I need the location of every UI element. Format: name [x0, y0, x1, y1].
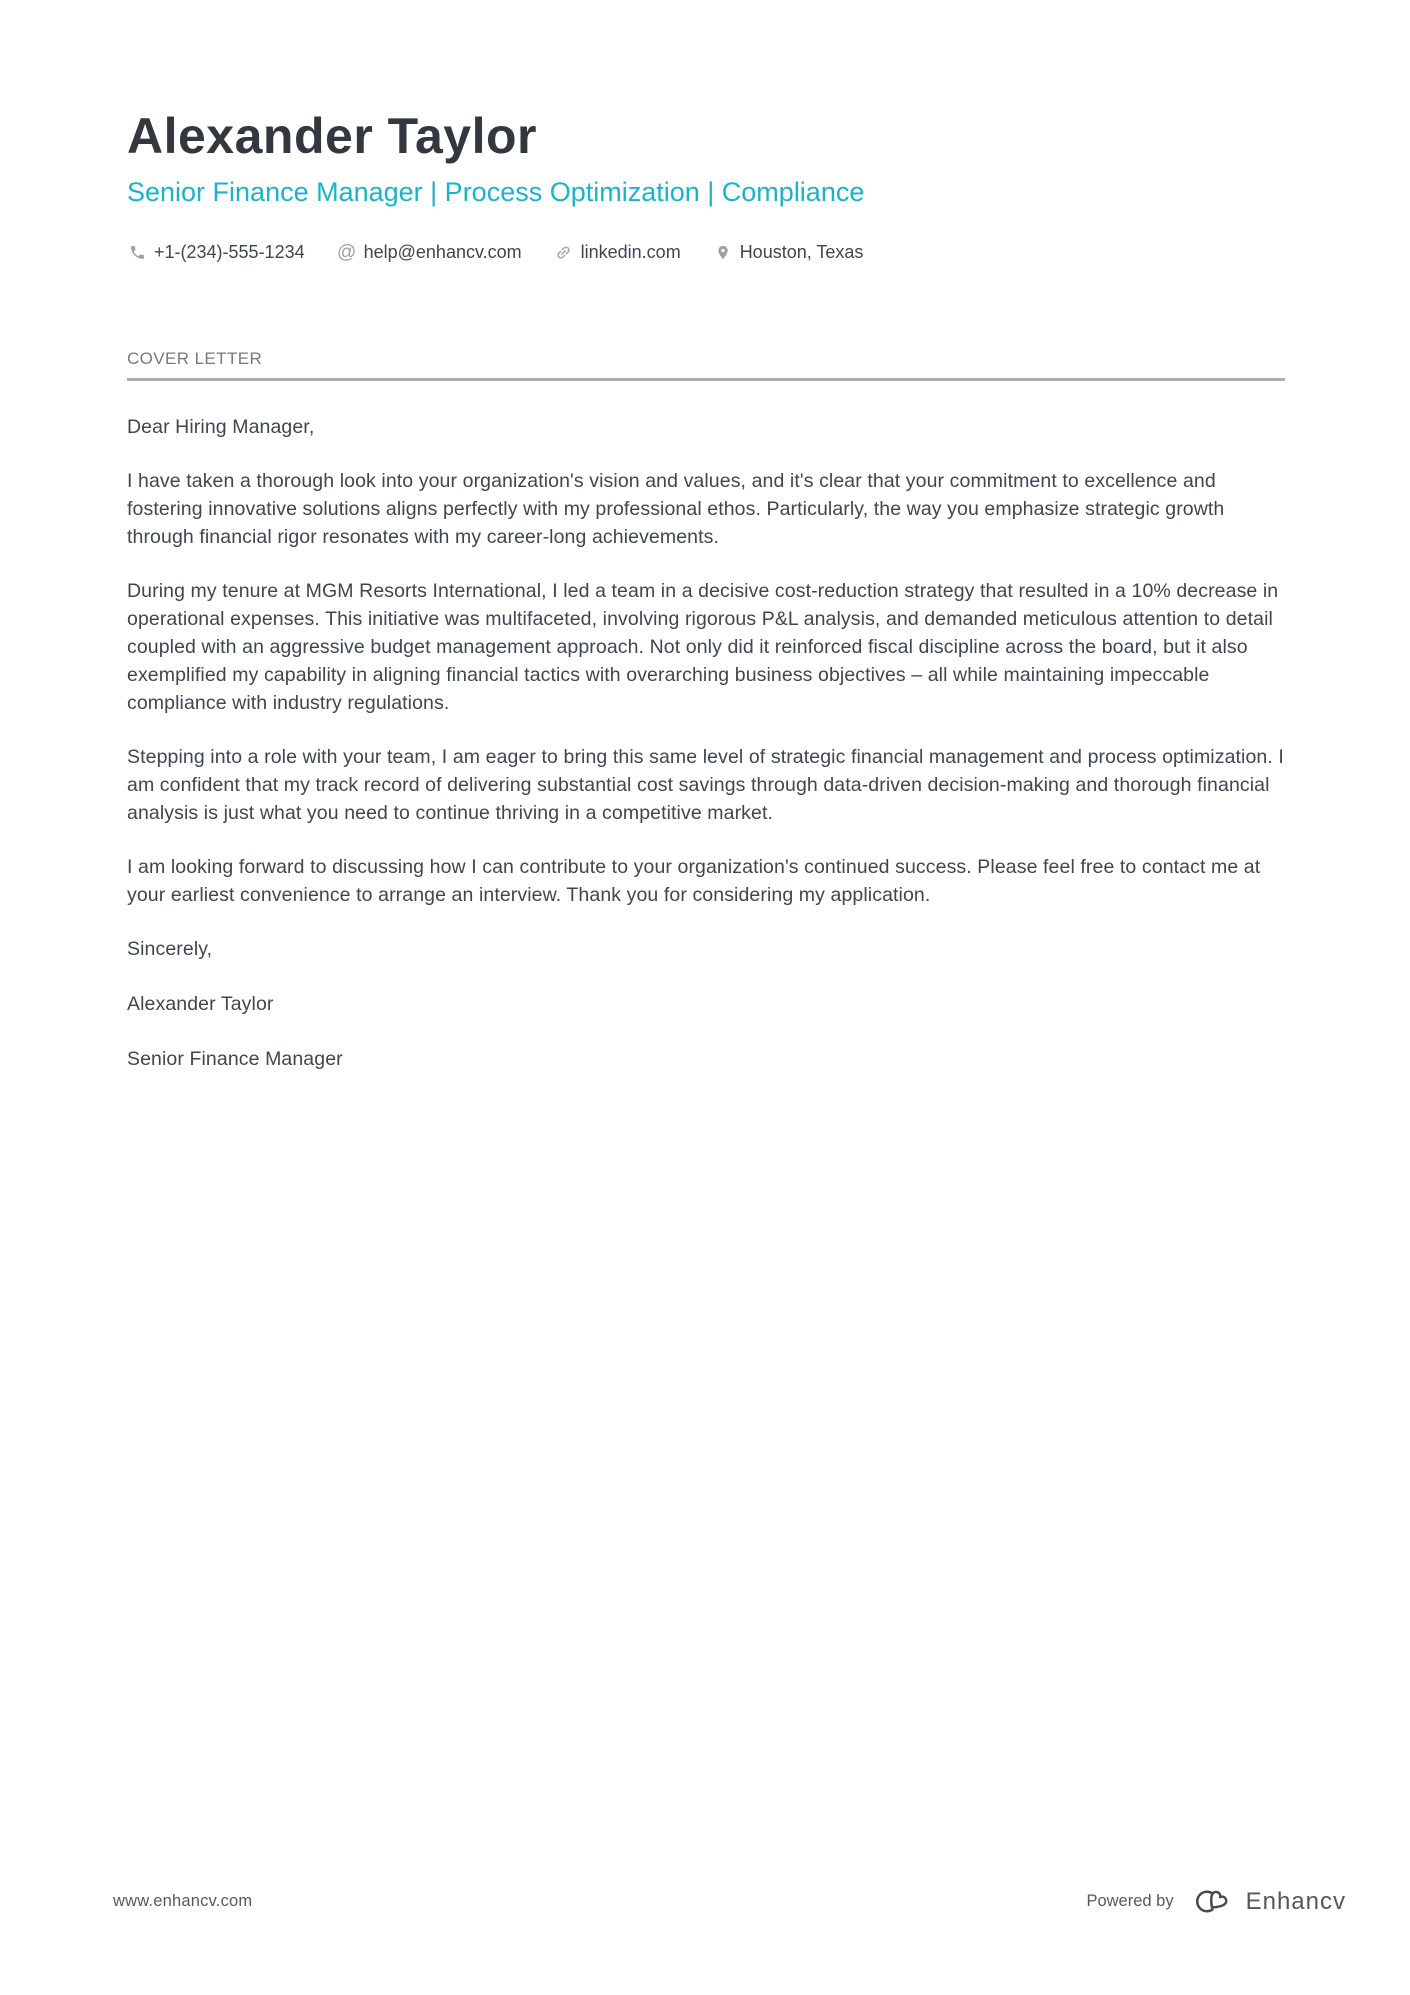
phone-icon	[127, 243, 147, 263]
candidate-headline: Senior Finance Manager | Process Optimization | Compliance	[127, 177, 865, 207]
letter-closing: Sincerely,	[127, 938, 213, 960]
powered-by-label: Powered by	[1086, 1892, 1174, 1910]
contact-email[interactable]	[337, 242, 522, 263]
powered-by-block[interactable]	[1086, 1886, 1346, 1917]
contact-location-label: Houston, Texas	[739, 242, 864, 262]
signature-title: Senior Finance Manager	[127, 1048, 343, 1070]
letter-body	[127, 413, 1285, 1073]
letter-paragraph: Dear Hiring Manager,	[127, 416, 315, 438]
contact-phone[interactable]	[127, 242, 305, 263]
letter-paragraph: Stepping into a role with your team, I am eager to bring this same level of strategic financial management and process optimization. I am confident that my track record of delivering substantial cost savings through data-driven decision-making and thorough financial analysis is just what you need to continue thriving in a competitive market.	[127, 746, 1284, 824]
signature-name: Alexander Taylor	[127, 993, 274, 1015]
contact-linkedin[interactable]	[554, 242, 681, 263]
letter-paragraph: I have taken a thorough look into your organization's vision and values, and it's clear that your commitment to excellence and fostering innovative solutions aligns perfectly with my professional ethos. Particularly, the way you emphasize strategic growth through financial rigor resonates with my career-long achievements.	[127, 470, 1225, 548]
enhancv-logo-icon	[1188, 1886, 1232, 1917]
page-footer	[113, 1886, 1346, 1917]
section-title: COVER LETTER	[127, 349, 263, 368]
page-content	[127, 0, 1285, 1100]
letter-paragraph: I am looking forward to discussing how I can contribute to your organization's continued success. Please feel free to contact me at your earliest convenience to arrange an interview. Thank you for considering my application.	[127, 856, 1261, 906]
contact-location	[713, 242, 864, 263]
contact-phone-label: +1-(234)-555-1234	[154, 242, 305, 262]
cover-letter-section-header	[127, 349, 1285, 381]
section-divider	[127, 378, 1285, 381]
contact-linkedin-label: linkedin.com	[580, 242, 681, 262]
footer-website-link[interactable]: www.enhancv.com	[113, 1892, 253, 1910]
link-icon	[554, 243, 574, 263]
candidate-name: Alexander Taylor	[127, 108, 538, 164]
letter-paragraph: During my tenure at MGM Resorts International, I led a team in a decisive cost-reduction strategy that resulted in a 10% decrease in operational expenses. This initiative was multifaceted, involving rigorous P&L analysis, and demanded meticulous attention to detail coupled with an aggressive budget management approach. Not only did it reinforced fiscal discipline across the board, but it also exemplified my capability in aligning financial tactics with overarching business objectives – all while maintaining impeccable compliance with industry regulations.	[127, 580, 1279, 714]
location-icon	[713, 243, 733, 263]
contact-email-label: help@enhancv.com	[363, 242, 522, 262]
enhancv-brand-name: Enhancv	[1245, 1887, 1346, 1915]
document-header	[127, 106, 1285, 263]
at-icon: @	[336, 241, 357, 263]
contact-row	[127, 242, 1285, 263]
